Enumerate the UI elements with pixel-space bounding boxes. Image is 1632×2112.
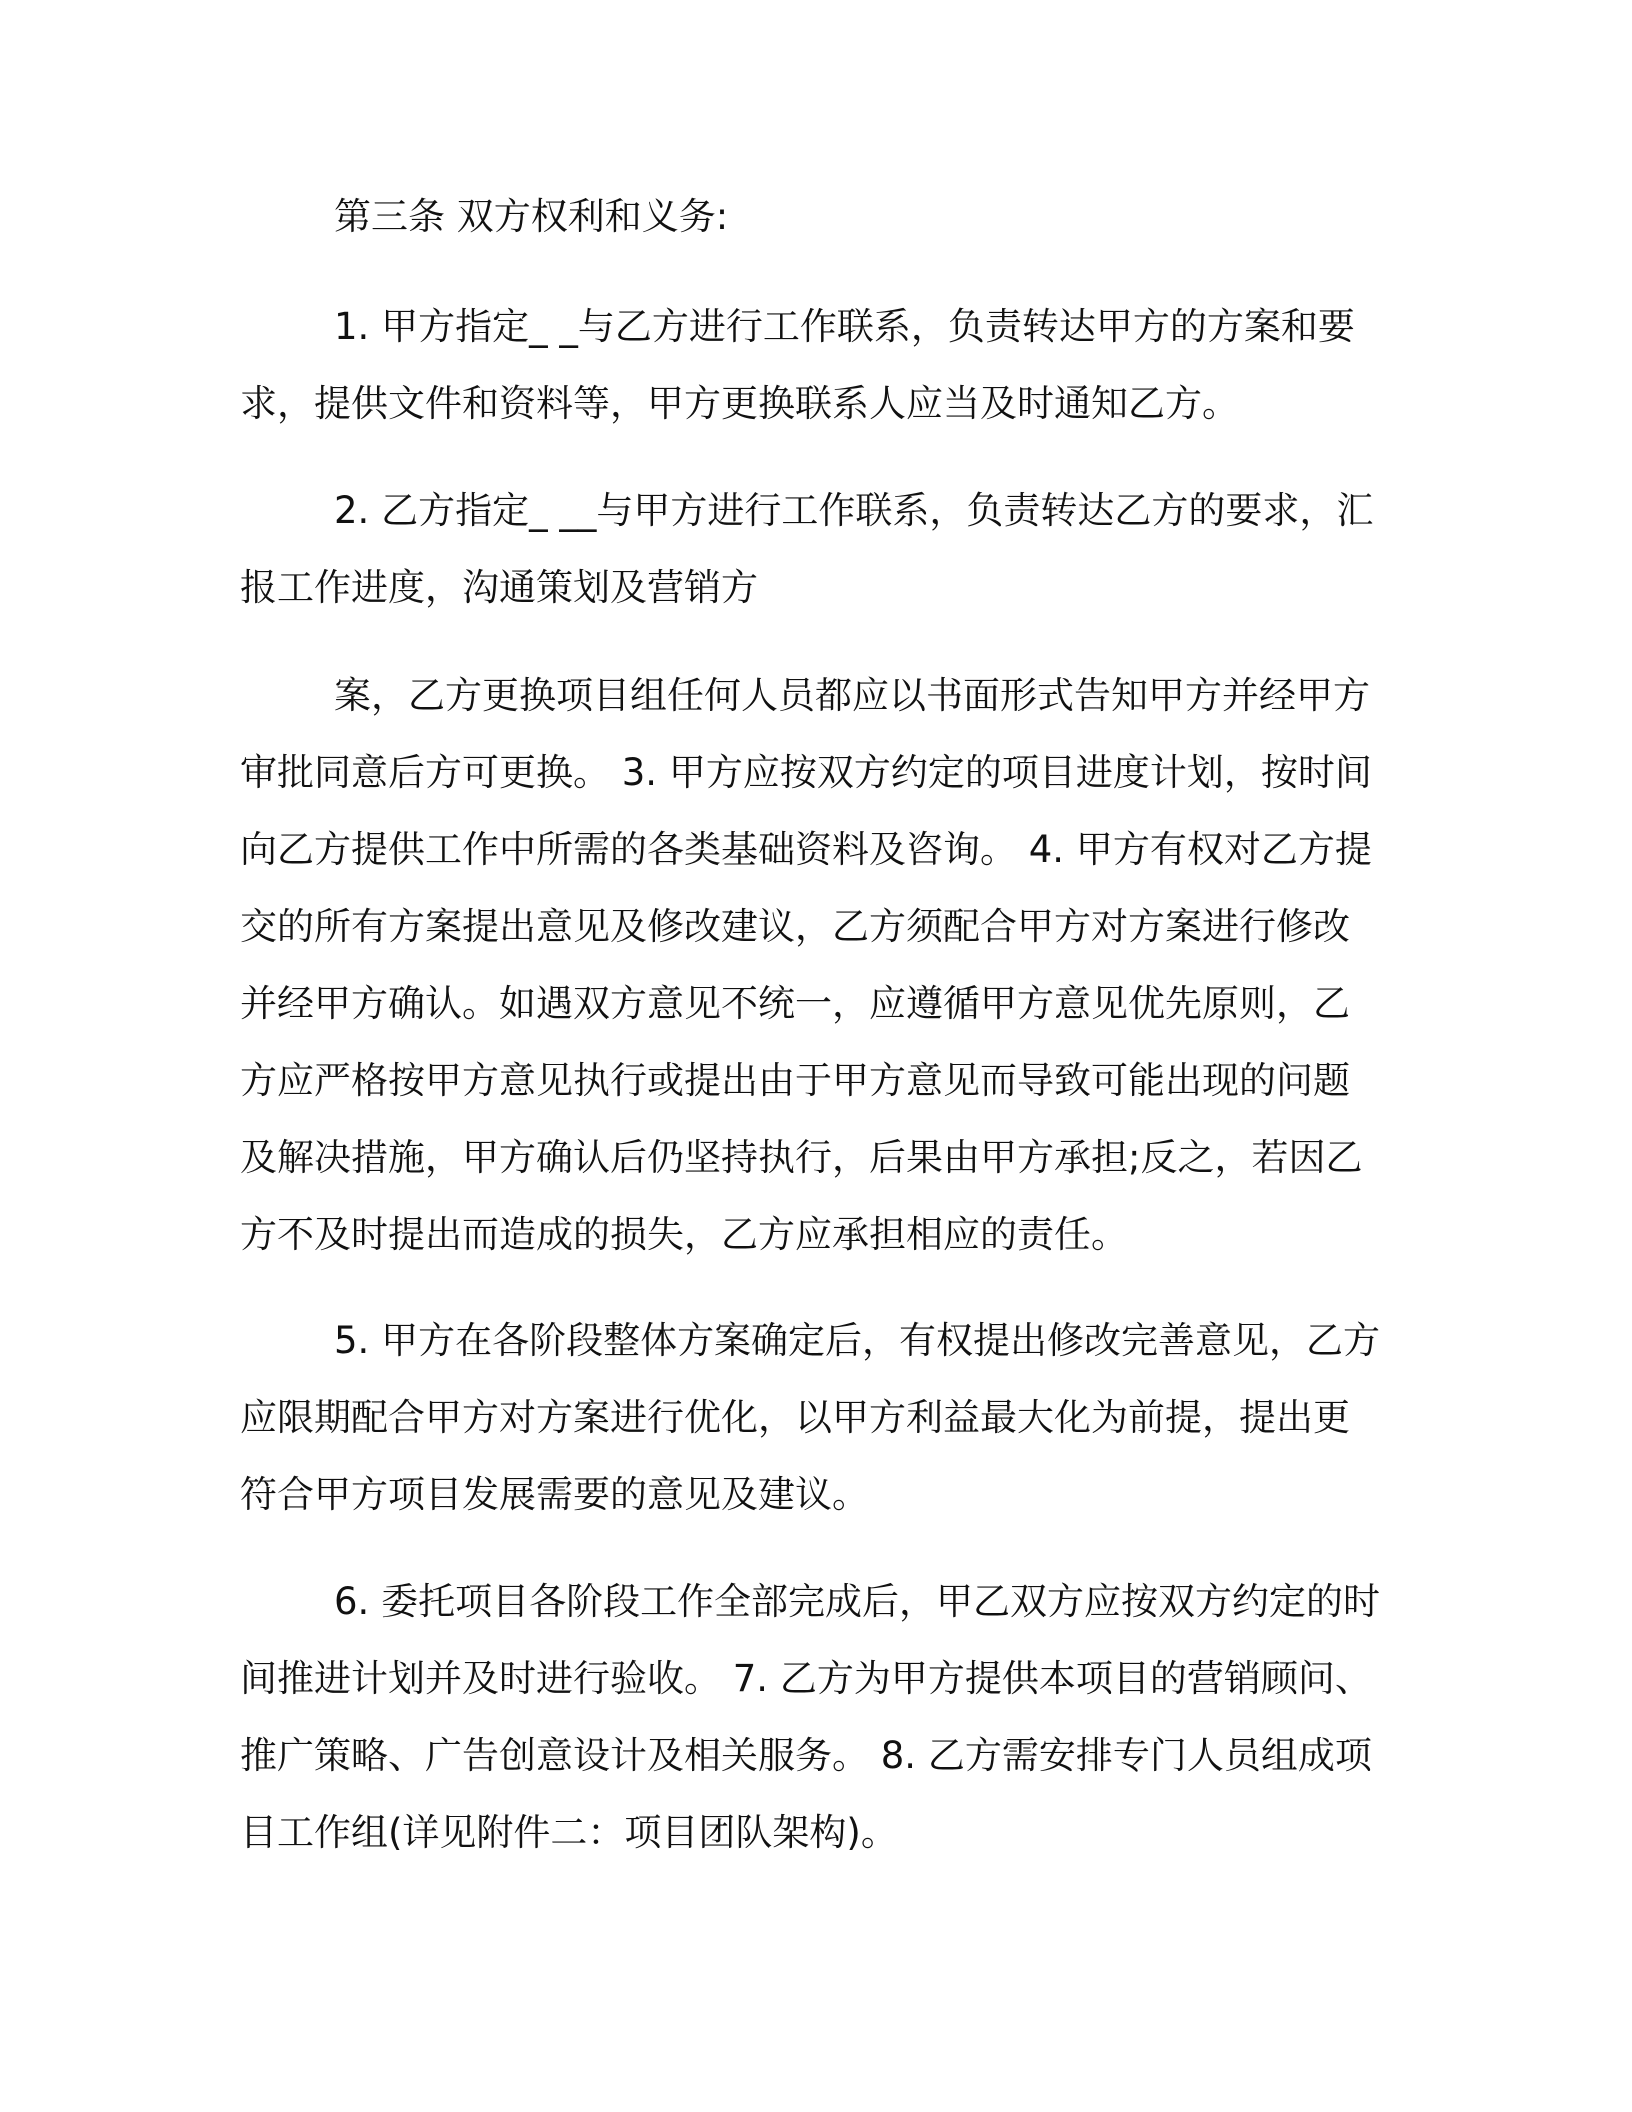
paragraph-line: 应限期配合甲方对方案进行优化，以甲方利益最大化为前提，提出更 bbox=[240, 1396, 1350, 1439]
paragraph-line: 推广策略、广告创意设计及相关服务。 8. 乙方需安排专门人员组成项 bbox=[240, 1734, 1372, 1777]
paragraph-line: 1. 甲方指定_ _与乙方进行工作联系，负责转达甲方的方案和要 bbox=[334, 305, 1355, 348]
paragraph-line: 符合甲方项目发展需要的意见及建议。 bbox=[240, 1473, 869, 1516]
paragraph-3 bbox=[240, 657, 1400, 1273]
paragraph-line: 求，提供文件和资料等，甲方更换联系人应当及时通知乙方。 bbox=[240, 382, 1239, 425]
paragraph-2 bbox=[240, 472, 1400, 626]
paragraph-line: 方应严格按甲方意见执行或提出由于甲方意见而导致可能出现的问题 bbox=[240, 1059, 1350, 1102]
paragraph-line: 案，乙方更换项目组任何人员都应以书面形式告知甲方并经甲方 bbox=[334, 674, 1370, 717]
paragraph-line: 向乙方提供工作中所需的各类基础资料及咨询。 4. 甲方有权对乙方提 bbox=[240, 828, 1372, 871]
paragraph-line: 方不及时提出而造成的损失，乙方应承担相应的责任。 bbox=[240, 1213, 1128, 1256]
paragraph-line: 报工作进度，沟通策划及营销方 bbox=[240, 566, 758, 609]
paragraph-5 bbox=[240, 1563, 1400, 1871]
paragraph-line: 交的所有方案提出意见及修改建议，乙方须配合甲方对方案进行修改 bbox=[240, 905, 1350, 948]
paragraph-line: 5. 甲方在各阶段整体方案确定后，有权提出修改完善意见，乙方 bbox=[334, 1319, 1381, 1362]
paragraph-line: 目工作组(详见附件二：项目团队架构)。 bbox=[240, 1811, 898, 1854]
paragraph-4 bbox=[240, 1302, 1400, 1533]
paragraph-1 bbox=[240, 288, 1400, 442]
section-heading: 第三条 双方权利和义务: bbox=[334, 195, 729, 238]
paragraph-line: 并经甲方确认。如遇双方意见不统一，应遵循甲方意见优先原则，乙 bbox=[240, 982, 1350, 1025]
paragraph-line: 2. 乙方指定_ __与甲方进行工作联系，负责转达乙方的要求，汇 bbox=[334, 489, 1374, 532]
paragraph-line: 6. 委托项目各阶段工作全部完成后，甲乙双方应按双方约定的时 bbox=[334, 1580, 1381, 1623]
paragraph-line: 及解决措施，甲方确认后仍坚持执行，后果由甲方承担;反之，若因乙 bbox=[240, 1136, 1363, 1179]
paragraph-line: 间推进计划并及时进行验收。 7. 乙方为甲方提供本项目的营销顾问、 bbox=[240, 1657, 1372, 1700]
paragraph-line: 审批同意后方可更换。 3. 甲方应按双方约定的项目进度计划，按时间 bbox=[240, 751, 1372, 794]
